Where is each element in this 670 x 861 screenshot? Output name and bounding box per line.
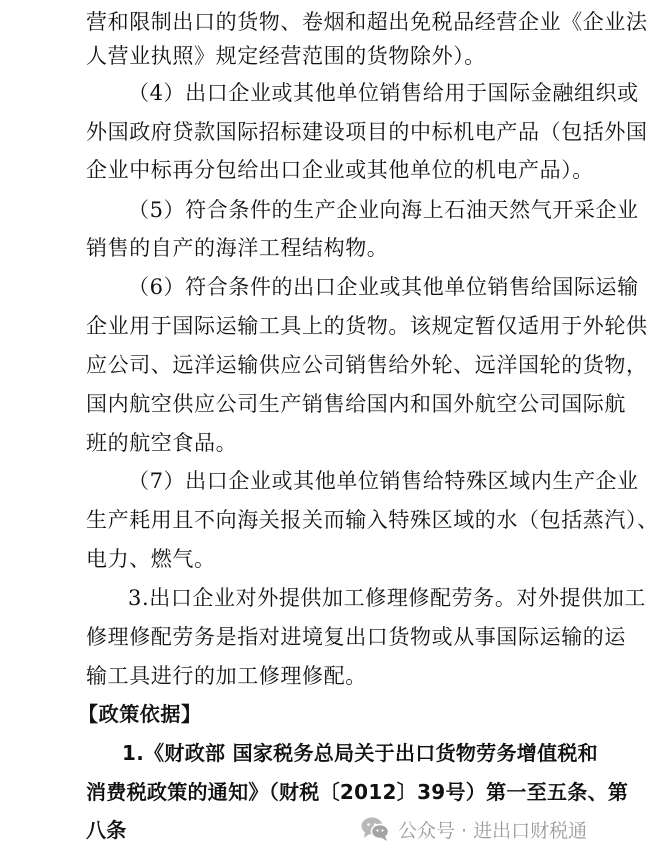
text-line: 企业用于国际运输工具上的货物。该规定暂仅适用于外轮供 — [86, 314, 648, 338]
text-line: 修理修配劳务是指对进境复出口货物或从事国际运输的运 — [86, 625, 626, 649]
text-line: 企业中标再分包给出口企业或其他单位的机电产品）。 — [86, 158, 594, 182]
text-line: （7）出口企业或其他单位销售给特殊区域内生产企业 — [128, 469, 639, 493]
text-line: （6）符合条件的出口企业或其他单位销售给国际运输 — [128, 275, 639, 299]
text-line: 国内航空供应公司生产销售给国内和国外航空公司国际航 — [86, 392, 626, 416]
text-line: 输工具进行的加工修理修配。 — [86, 664, 367, 688]
text-line: 营和限制出口的货物、卷烟和超出免税品经营企业《企业法 — [86, 10, 648, 34]
text-line: 电力、燃气。 — [86, 547, 216, 571]
text-line: 1.《财政部 国家税务总局关于出口货物劳务增值税和 — [122, 741, 598, 765]
text-line: 外国政府贷款国际招标建设项目的中标机电产品（包括外国 — [86, 120, 648, 144]
text-line: 八条 — [86, 818, 127, 842]
watermark-text: 公众号 · 进出口财税通 — [398, 819, 588, 842]
watermark — [360, 812, 587, 846]
text-line: （5）符合条件的生产企业向海上石油天然气开采企业 — [128, 198, 639, 222]
text-line: 消费税政策的通知》（财税〔2012〕39号）第一至五条、第 — [86, 780, 629, 804]
text-line: 人营业执照》规定经营范围的货物除外）。 — [86, 44, 486, 68]
wechat-icon — [360, 816, 390, 842]
text-line: （4）出口企业或其他单位销售给用于国际金融组织或 — [128, 81, 639, 105]
text-line: 班的航空食品。 — [86, 431, 238, 455]
text-line: 应公司、远洋运输供应公司销售给外轮、远洋国轮的货物， — [86, 353, 648, 377]
text-line: 销售的自产的海洋工程结构物。 — [86, 236, 389, 260]
text-line: 生产耗用且不向海关报关而输入特殊区域的水（包括蒸汽）、 — [86, 508, 659, 532]
section-heading: 【政策依据】 — [78, 702, 202, 726]
text-line: 3.出口企业对外提供加工修理修配劳务。对外提供加工 — [128, 586, 647, 610]
